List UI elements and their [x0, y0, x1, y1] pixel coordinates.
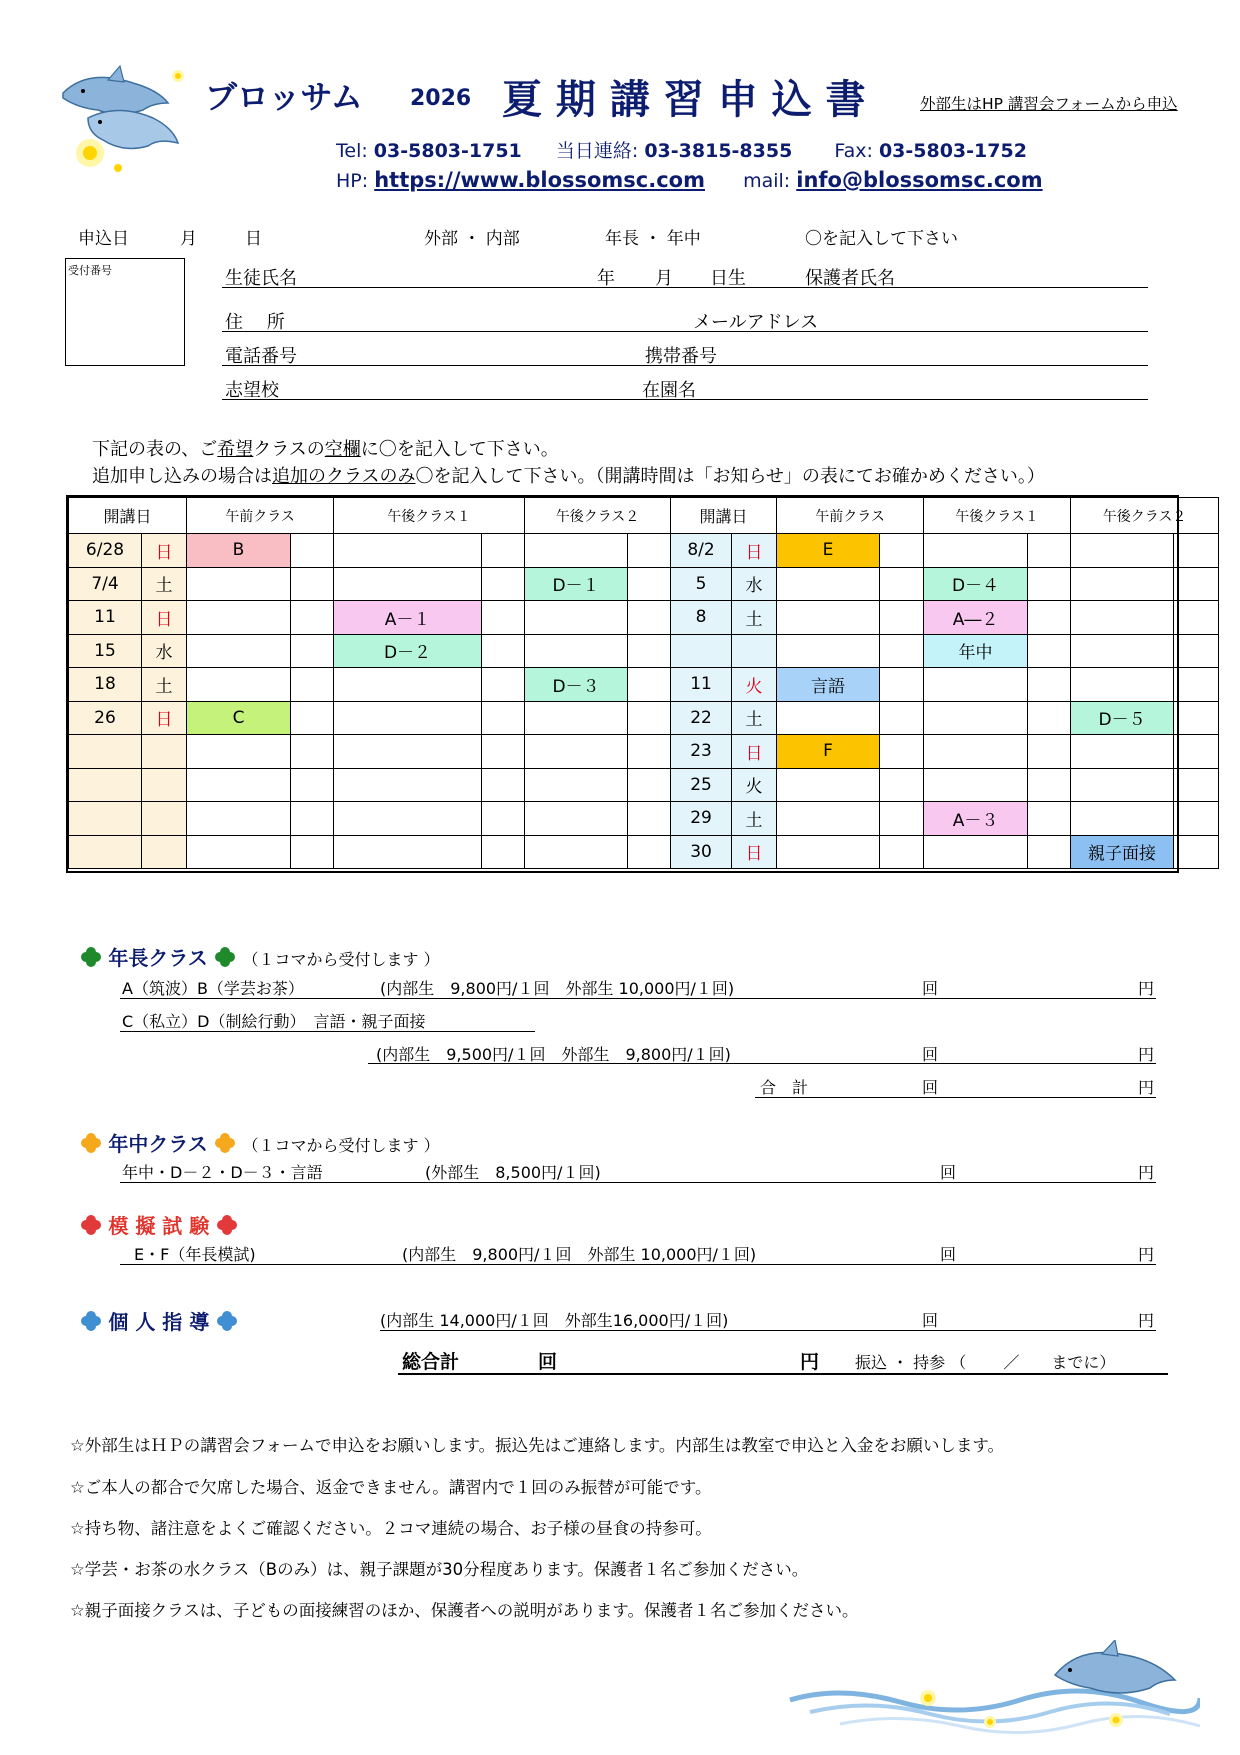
pm2-class-cell: [1071, 567, 1174, 601]
mogi-row-yen: 円: [1138, 1245, 1155, 1264]
phone-field[interactable]: [222, 365, 1148, 366]
instr2-b: 追加のクラスのみ: [272, 466, 416, 487]
weekday-cell: 日: [732, 735, 777, 769]
circle-entry-cell[interactable]: [291, 601, 334, 635]
kinder-label: 在園名: [642, 380, 696, 401]
hp-label: HP:: [336, 170, 369, 192]
circle-entry-cell[interactable]: [1174, 735, 1219, 769]
pm1-class-cell: [334, 567, 482, 601]
circle-entry-cell[interactable]: [1174, 768, 1219, 802]
circle-entry-cell[interactable]: [880, 668, 924, 702]
circle-entry-cell[interactable]: [482, 701, 525, 735]
nencho-row1-price: (内部生 9,800円/１回 外部生 10,000円/１回): [380, 979, 735, 998]
circle-entry-cell[interactable]: [880, 634, 924, 668]
am-class-cell: C: [187, 701, 291, 735]
page-title: 夏 期 講 習 申 込 書: [502, 77, 866, 123]
weekday-cell: 水: [142, 634, 187, 668]
pm1-class-cell: [334, 735, 482, 769]
weekday-cell: [142, 802, 187, 836]
note-3: ☆持ち物、諸注意をよくご確認ください。２コマ連続の場合、お子様の昼食の持参可。: [70, 1519, 712, 1538]
circle-entry-cell[interactable]: [1028, 701, 1071, 735]
circle-entry-cell[interactable]: [482, 634, 525, 668]
circle-entry-cell[interactable]: [1028, 835, 1071, 869]
pm1-class-cell: [334, 802, 482, 836]
circle-entry-cell[interactable]: [291, 668, 334, 702]
clover-icon: [80, 1310, 102, 1337]
nenchu-row-times: 回: [940, 1163, 957, 1182]
weekday-cell: 日: [142, 601, 187, 635]
instr1-a: 下記の表の、ご: [92, 439, 218, 460]
school-field[interactable]: [222, 399, 1148, 400]
nencho-row3-field[interactable]: [368, 1063, 1156, 1064]
clover-icon: [80, 1214, 102, 1241]
weekday-cell: 火: [732, 668, 777, 702]
mobile-label: 携帯番号: [645, 346, 717, 367]
date-cell: [69, 735, 142, 769]
circle-note: 〇を記入して下さい: [805, 229, 958, 249]
mogi-title: 模 擬 試 験: [108, 1214, 210, 1238]
pm1-class-cell: [924, 668, 1028, 702]
date-cell: 6/28: [69, 534, 142, 568]
instruction-line-1: [92, 435, 559, 461]
weekday-cell: [142, 768, 187, 802]
pm1-class-cell: 年中: [924, 634, 1028, 668]
nencho-total-field[interactable]: [755, 1097, 1156, 1098]
instr1-c: クラスの: [253, 439, 325, 460]
kojin-row-field[interactable]: [380, 1330, 1156, 1331]
mogi-row-times: 回: [940, 1245, 957, 1264]
circle-entry-cell[interactable]: [291, 634, 334, 668]
instr2-c: 〇を記入して下さい。（開講時間は「お知らせ」の表にてお確かめください。）: [415, 466, 1045, 487]
circle-entry-cell[interactable]: [291, 802, 334, 836]
pm2-class-cell: D－３: [525, 668, 628, 702]
circle-entry-cell[interactable]: [291, 701, 334, 735]
pm2-class-cell: [1071, 668, 1174, 702]
nencho-row1-yen: 円: [1138, 979, 1155, 998]
nencho-row2-underline: [120, 1031, 535, 1032]
nenchu-title: 年中クラス: [108, 1132, 208, 1156]
circle-entry-cell[interactable]: [628, 668, 671, 702]
circle-entry-cell[interactable]: [1028, 668, 1071, 702]
weekday-cell: 土: [732, 802, 777, 836]
schedule-row: [69, 701, 1219, 735]
circle-entry-cell[interactable]: [628, 634, 671, 668]
circle-entry-cell[interactable]: [628, 701, 671, 735]
pm2-class-cell: [525, 601, 628, 635]
am-class-cell: 言語: [777, 668, 880, 702]
circle-entry-cell[interactable]: [628, 567, 671, 601]
pm2-class-cell: [1071, 634, 1174, 668]
am-class-cell: [777, 567, 880, 601]
date-cell: 18: [69, 668, 142, 702]
phone-label: 電話番号: [225, 346, 297, 367]
am-class-cell: [777, 802, 880, 836]
circle-entry-cell[interactable]: [880, 601, 924, 635]
header-am: 午前クラス: [777, 498, 924, 534]
clover-icon: [214, 1132, 236, 1159]
grand-total-field[interactable]: [398, 1373, 1168, 1375]
birth-year-label: 年: [597, 268, 615, 289]
nenchu-row-label: 年中・D－２・D－３・言語: [122, 1163, 323, 1182]
tel-number[interactable]: 03-5803-1751: [373, 140, 522, 162]
circle-entry-cell[interactable]: [880, 567, 924, 601]
grade-choice[interactable]: 年長 ・ 年中: [605, 229, 701, 249]
kojin-title: 個 人 指 導: [108, 1310, 210, 1334]
nencho-row3-times: 回: [922, 1045, 939, 1064]
circle-entry-cell[interactable]: [482, 835, 525, 869]
weekday-cell: 水: [732, 567, 777, 601]
am-class-cell: [187, 567, 291, 601]
nencho-row1-times: 回: [922, 979, 939, 998]
am-class-cell: [187, 735, 291, 769]
am-class-cell: [187, 601, 291, 635]
wave-dolphin-icon: [780, 1640, 1200, 1740]
weekday-cell: 日: [142, 534, 187, 568]
nencho-title: 年長クラス: [108, 946, 208, 970]
circle-entry-cell[interactable]: [880, 802, 924, 836]
address-label: 住 所: [225, 312, 285, 333]
nencho-row1-label: A（筑波）B（学芸お茶）: [122, 979, 304, 998]
schedule-row: [69, 802, 1219, 836]
pm1-class-cell: [924, 701, 1028, 735]
nenchu-section-header: [80, 1128, 440, 1159]
circle-entry-cell[interactable]: [628, 601, 671, 635]
nencho-row3-yen: 円: [1138, 1045, 1155, 1064]
pm2-class-cell: [525, 701, 628, 735]
mogi-row-field[interactable]: [120, 1264, 1156, 1265]
clover-icon: [216, 1310, 238, 1337]
circle-entry-cell[interactable]: [482, 567, 525, 601]
clover-icon: [80, 946, 102, 973]
circle-entry-cell[interactable]: [482, 601, 525, 635]
pm2-class-cell: [525, 735, 628, 769]
instruction-line-2: [92, 462, 1045, 488]
pm2-class-cell: D－５: [1071, 701, 1174, 735]
circle-entry-cell[interactable]: [1028, 567, 1071, 601]
pm1-class-cell: D－４: [924, 567, 1028, 601]
header-pm2: 午後クラス２: [1071, 498, 1219, 534]
weekday-cell: 火: [732, 768, 777, 802]
date-cell: 30: [671, 835, 732, 869]
am-class-cell: [187, 768, 291, 802]
division-choice[interactable]: 外部 ・ 内部: [424, 229, 520, 249]
am-class-cell: [777, 701, 880, 735]
circle-entry-cell[interactable]: [1028, 768, 1071, 802]
weekday-cell: [732, 634, 777, 668]
circle-entry-cell[interactable]: [880, 534, 924, 568]
schedule-row: [69, 768, 1219, 802]
schedule-row: [69, 634, 1219, 668]
schedule-row: [69, 601, 1219, 635]
weekday-cell: 土: [142, 567, 187, 601]
mail-label: mail:: [743, 170, 791, 192]
nencho-row1-field[interactable]: [120, 998, 1156, 999]
receipt-box: [65, 258, 185, 366]
circle-entry-cell[interactable]: [1028, 634, 1071, 668]
pm2-class-cell: [1071, 802, 1174, 836]
school-label: 志望校: [225, 380, 279, 401]
pm1-class-cell: A－３: [924, 802, 1028, 836]
weekday-cell: 日: [732, 534, 777, 568]
pm2-class-cell: [1071, 534, 1174, 568]
circle-entry-cell[interactable]: [291, 567, 334, 601]
address-field[interactable]: [222, 331, 1148, 332]
date-cell: 8: [671, 601, 732, 635]
date-cell: 26: [69, 701, 142, 735]
pm2-class-cell: 親子面接: [1071, 835, 1174, 869]
note-1: ☆外部生はＨＰの講習会フォームで申込をお願いします。振込先はご連絡します。内部生は教室で申込と入金をお願いします。: [70, 1436, 1005, 1455]
am-class-cell: E: [777, 534, 880, 568]
date-cell: 11: [671, 668, 732, 702]
circle-entry-cell[interactable]: [291, 534, 334, 568]
pm2-class-cell: [525, 534, 628, 568]
date-cell: [69, 768, 142, 802]
schedule-header-row: [69, 498, 1219, 534]
pm2-class-cell: [525, 634, 628, 668]
am-class-cell: [777, 634, 880, 668]
kojin-section-header: [80, 1306, 238, 1337]
instr1-d: 空欄: [324, 439, 361, 460]
nenchu-row-price: (外部生 8,500円/１回): [425, 1163, 601, 1182]
student-name-field[interactable]: [222, 287, 1148, 288]
pm1-class-cell: [924, 735, 1028, 769]
weekday-cell: 日: [142, 701, 187, 735]
circle-entry-cell[interactable]: [628, 802, 671, 836]
am-class-cell: [187, 668, 291, 702]
date-cell: [69, 835, 142, 869]
grand-total-label: 総合計: [402, 1351, 460, 1373]
pm1-class-cell: [334, 701, 482, 735]
web-line: [336, 168, 1043, 192]
circle-entry-cell[interactable]: [880, 768, 924, 802]
am-class-cell: [187, 835, 291, 869]
circle-entry-cell[interactable]: [1174, 634, 1219, 668]
header-pm1: 午後クラス１: [334, 498, 525, 534]
pm2-class-cell: [525, 802, 628, 836]
weekday-cell: 土: [142, 668, 187, 702]
pm2-class-cell: [1071, 601, 1174, 635]
nenchu-row-yen: 円: [1138, 1163, 1155, 1182]
clover-icon: [214, 946, 236, 973]
circle-entry-cell[interactable]: [482, 534, 525, 568]
circle-entry-cell[interactable]: [628, 835, 671, 869]
tel-label: Tel:: [336, 140, 368, 162]
mogi-section-header: [80, 1210, 238, 1241]
nencho-total-times: 回: [922, 1078, 939, 1097]
instr1-e: に〇を記入して下さい。: [360, 439, 559, 460]
circle-entry-cell[interactable]: [291, 768, 334, 802]
circle-entry-cell[interactable]: [1028, 802, 1071, 836]
pm1-class-cell: A―２: [924, 601, 1028, 635]
circle-entry-cell[interactable]: [482, 735, 525, 769]
nencho-row3-price: (内部生 9,500円/１回 外部生 9,800円/１回): [376, 1045, 731, 1064]
date-cell: 25: [671, 768, 732, 802]
circle-entry-cell[interactable]: [1174, 534, 1219, 568]
fax-label: Fax:: [834, 140, 873, 162]
schedule-row: [69, 567, 1219, 601]
nencho-section-header: [80, 942, 440, 973]
am-class-cell: [777, 768, 880, 802]
payment-method[interactable]: 振込 ・ 持参 （ ／ までに）: [855, 1353, 1116, 1372]
pm2-class-cell: [1071, 735, 1174, 769]
pm2-class-cell: [525, 768, 628, 802]
header-date: 開講日: [69, 498, 187, 534]
birth-month-label: 月: [655, 268, 673, 289]
hp-link[interactable]: https://www.blossomsc.com: [374, 168, 705, 192]
fax-number[interactable]: 03-5803-1752: [878, 140, 1027, 162]
guardian-name-label: 保護者氏名: [805, 268, 895, 289]
weekday-cell: 土: [732, 701, 777, 735]
circle-entry-cell[interactable]: [880, 701, 924, 735]
kojin-row-yen: 円: [1138, 1311, 1155, 1330]
apply-date-label: 申込日: [78, 229, 129, 249]
email-label: メールアドレス: [693, 312, 819, 333]
circle-entry-cell[interactable]: [1174, 835, 1219, 869]
brand-name: ブロッサム: [205, 78, 363, 116]
student-name-label: 生徒氏名: [225, 268, 297, 289]
nencho-row2-label: C（私立）D（制絵行動） 言語・親子面接: [122, 1012, 426, 1031]
sameday-label: 当日連絡:: [555, 140, 639, 162]
date-cell: 11: [69, 601, 142, 635]
circle-entry-cell[interactable]: [628, 768, 671, 802]
header-date: 開講日: [671, 498, 777, 534]
schedule-row: [69, 835, 1219, 869]
schedule-row: [69, 668, 1219, 702]
clover-icon: [80, 1132, 102, 1159]
circle-entry-cell[interactable]: [482, 768, 525, 802]
pm1-class-cell: [924, 534, 1028, 568]
header-pm2: 午後クラス２: [525, 498, 671, 534]
schedule-row: [69, 534, 1219, 568]
circle-entry-cell[interactable]: [880, 835, 924, 869]
receipt-label: 受付番号: [68, 264, 112, 277]
circle-entry-cell[interactable]: [628, 534, 671, 568]
header-pm1: 午後クラス１: [924, 498, 1071, 534]
circle-entry-cell[interactable]: [1174, 668, 1219, 702]
mogi-row-label: E・F（年長模試): [134, 1245, 256, 1264]
circle-entry-cell[interactable]: [1028, 534, 1071, 568]
note-2: ☆ご本人の都合で欠席した場合、返金できません。講習内で１回のみ振替が可能です。: [70, 1478, 712, 1497]
pm2-class-cell: [525, 835, 628, 869]
pm2-class-cell: D－１: [525, 567, 628, 601]
circle-entry-cell[interactable]: [1174, 802, 1219, 836]
circle-entry-cell[interactable]: [482, 802, 525, 836]
pm1-class-cell: [924, 768, 1028, 802]
pm1-class-cell: [334, 534, 482, 568]
kojin-row-price: (内部生 14,000円/１回 外部生16,000円/１回): [380, 1311, 729, 1330]
am-class-cell: [777, 601, 880, 635]
nencho-total-yen: 円: [1138, 1078, 1155, 1097]
nenchu-note: （１コマから受付します ）: [242, 1136, 440, 1155]
am-class-cell: [187, 634, 291, 668]
apply-day-label: 日: [245, 229, 262, 249]
weekday-cell: [142, 735, 187, 769]
circle-entry-cell[interactable]: [291, 835, 334, 869]
circle-entry-cell[interactable]: [628, 735, 671, 769]
pm1-class-cell: [334, 835, 482, 869]
am-class-cell: [187, 802, 291, 836]
contact-line: [336, 136, 1027, 163]
nencho-note: （１コマから受付します ）: [242, 950, 440, 969]
grand-total-yen: 円: [800, 1351, 820, 1373]
mail-link[interactable]: info@blossomsc.com: [796, 168, 1043, 192]
circle-entry-cell[interactable]: [1028, 735, 1071, 769]
am-class-cell: B: [187, 534, 291, 568]
note-5: ☆親子面接クラスは、子どもの面接練習のほか、保護者への説明があります。保護者１名ご参加ください。: [70, 1601, 859, 1620]
form-year: 2026: [410, 86, 472, 111]
dolphin-logo: [58, 58, 193, 173]
date-cell: 8/2: [671, 534, 732, 568]
circle-entry-cell[interactable]: [1174, 601, 1219, 635]
nenchu-row-field[interactable]: [120, 1182, 1156, 1183]
am-class-cell: [777, 835, 880, 869]
date-cell: 29: [671, 802, 732, 836]
sameday-number[interactable]: 03-3815-8355: [644, 140, 793, 162]
weekday-cell: 日: [732, 835, 777, 869]
date-cell: 22: [671, 701, 732, 735]
date-cell: 15: [69, 634, 142, 668]
weekday-cell: [142, 835, 187, 869]
date-cell: 7/4: [69, 567, 142, 601]
circle-entry-cell[interactable]: [1174, 567, 1219, 601]
nencho-total-label: 合 計: [760, 1078, 809, 1097]
grand-total-times: 回: [538, 1351, 558, 1373]
apply-month-label: 月: [180, 229, 197, 249]
circle-entry-cell[interactable]: [482, 668, 525, 702]
header-am: 午前クラス: [187, 498, 334, 534]
date-cell: [69, 802, 142, 836]
instr2-a: 追加申し込みの場合は: [92, 466, 272, 487]
pm1-class-cell: [334, 768, 482, 802]
dolphin-icon: [58, 58, 193, 173]
pm1-class-cell: [334, 668, 482, 702]
pm2-class-cell: [1071, 768, 1174, 802]
external-note: 外部生はHP 講習会フォームから申込: [920, 95, 1178, 113]
circle-entry-cell[interactable]: [1028, 601, 1071, 635]
circle-entry-cell[interactable]: [291, 735, 334, 769]
schedule-row: [69, 735, 1219, 769]
pm1-class-cell: [924, 835, 1028, 869]
footer-decoration: [780, 1640, 1200, 1740]
pm1-class-cell: D－２: [334, 634, 482, 668]
am-class-cell: F: [777, 735, 880, 769]
weekday-cell: 土: [732, 601, 777, 635]
birth-day-label: 日生: [710, 268, 746, 289]
date-cell: 5: [671, 567, 732, 601]
kojin-row-times: 回: [922, 1311, 939, 1330]
mogi-row-price: (内部生 9,800円/１回 外部生 10,000円/１回): [402, 1245, 757, 1264]
pm1-class-cell: A－１: [334, 601, 482, 635]
date-cell: 23: [671, 735, 732, 769]
note-4: ☆学芸・お茶の水クラス（Bのみ）は、親子課題が30分程度あります。保護者１名ご参加ください。: [70, 1560, 809, 1579]
instr1-b: 希望: [217, 439, 254, 460]
circle-entry-cell[interactable]: [1174, 701, 1219, 735]
date-cell: [671, 634, 732, 668]
circle-entry-cell[interactable]: [880, 735, 924, 769]
schedule-table: [66, 495, 1187, 873]
clover-icon: [216, 1214, 238, 1241]
